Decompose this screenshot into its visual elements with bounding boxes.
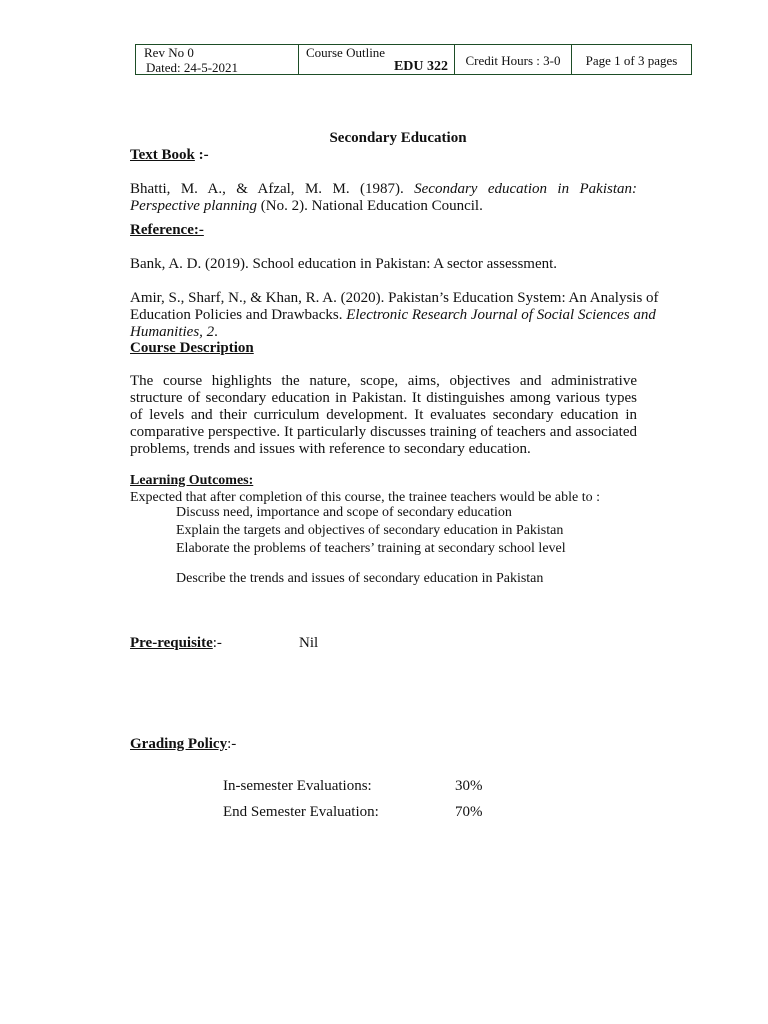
text-book-ref-title: Secondary education in Pakistan: Perspective planning xyxy=(130,181,637,214)
prerequisite-heading xyxy=(130,635,222,652)
grading-policy-suffix: :- xyxy=(227,736,237,752)
credit-hours-cell xyxy=(455,45,572,74)
revision-cell xyxy=(136,45,299,74)
text-book-label: Text Book xyxy=(130,147,195,163)
page-title: Secondary Education xyxy=(329,130,467,146)
reference-2 xyxy=(130,290,670,341)
learning-outcome-item: Explain the targets and objectives of secondary education in Pakistan xyxy=(176,523,564,538)
page-info-cell xyxy=(572,45,691,74)
text-book-ref-suffix: (No. 2). National Education Council. xyxy=(257,198,483,214)
prerequisite-value: Nil xyxy=(299,635,319,651)
grading-row-label: End Semester Evaluation: xyxy=(223,804,379,820)
grading-policy-label: Grading Policy xyxy=(130,736,228,752)
grading-row-value: 30% xyxy=(455,778,483,794)
prerequisite-suffix: :- xyxy=(212,635,222,651)
learning-outcomes-heading: Learning Outcomes: xyxy=(130,473,254,488)
text-book-reference xyxy=(130,181,637,215)
reference-2-journal: Electronic Research Journal of Social Sciences and Humanities, 2 xyxy=(130,307,656,340)
grading-policy-heading xyxy=(130,736,236,753)
dated: Dated: 24-5-2021 xyxy=(146,60,239,75)
header-table xyxy=(135,44,692,75)
page-info: Page 1 of 3 pages xyxy=(585,53,678,68)
course-description-body: The course highlights the nature, scope, aims, objectives and administrative structure of secondary education in Pakistan. It distinguishes among various types of levels and their curriculum development. It evaluates secondary education in comparative perspective. It particularly discusses training of teachers and associated problems, trends and issues with reference to secondary education. xyxy=(130,373,637,457)
course-code: EDU 322 xyxy=(393,59,448,74)
grading-row-label: In-semester Evaluations: xyxy=(223,778,372,794)
grading-row-value: 70% xyxy=(455,804,483,820)
text-book-suffix: :- xyxy=(194,147,209,163)
course-outline-cell xyxy=(299,45,455,74)
learning-outcome-item: Elaborate the problems of teachers’ training at secondary school level xyxy=(176,541,566,556)
reference-2-suffix: . xyxy=(214,324,218,340)
text-book-ref-prefix: Bhatti, M. A., & Afzal, M. M. (1987). xyxy=(130,181,415,197)
text-book-heading xyxy=(130,147,209,164)
learning-outcome-item: Describe the trends and issues of secondary education in Pakistan xyxy=(176,571,544,586)
learning-outcomes-intro: Expected that after completion of this course, the trainee teachers would be able to : xyxy=(130,490,600,505)
reference-heading: Reference:- xyxy=(130,222,204,238)
learning-outcome-item: Discuss need, importance and scope of secondary education xyxy=(176,505,512,520)
credit-hours: Credit Hours : 3-0 xyxy=(465,53,561,68)
prerequisite-label: Pre-requisite xyxy=(130,635,213,651)
course-outline-label: Course Outline xyxy=(306,45,386,60)
course-description-heading: Course Description xyxy=(130,340,254,356)
reference-2-prefix: Amir, S., Sharf, N., & Khan, R. A. (2020). Pakistan’s Education System: An Analysis of Education Policies and Drawbacks. xyxy=(130,290,659,323)
reference-1: Bank, A. D. (2019). School education in Pakistan: A sector assessment. xyxy=(130,256,558,272)
rev-no: Rev No 0 xyxy=(144,45,194,60)
